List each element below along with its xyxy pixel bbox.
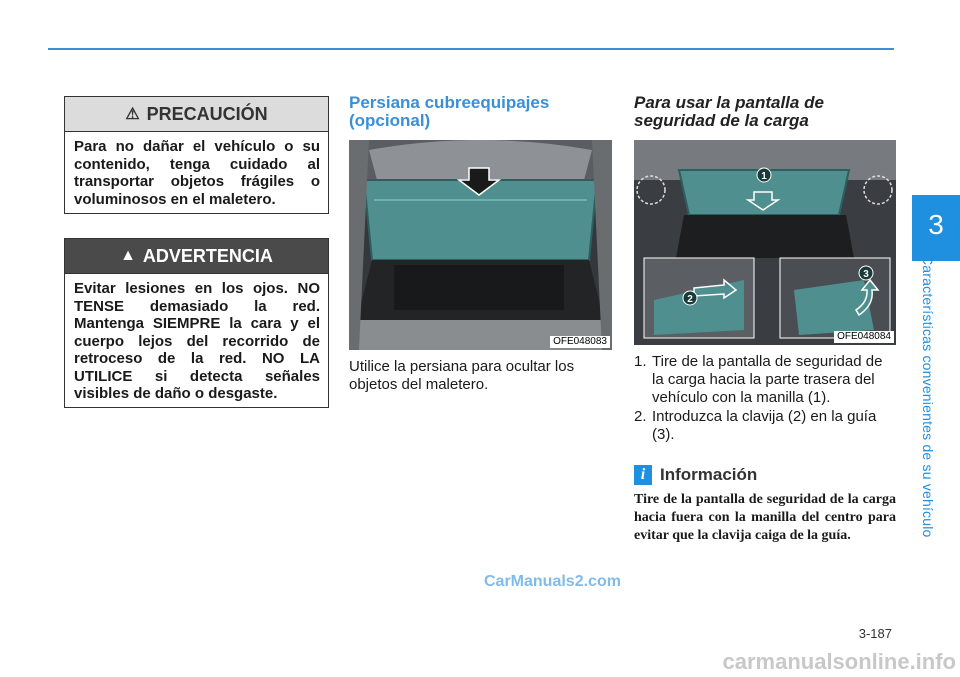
caution-heading: PRECAUCIÓN (146, 103, 268, 124)
information-heading: Información (660, 465, 758, 484)
watermark-carmanuals2: CarManuals2.com (484, 573, 621, 590)
chapter-title: Características convenientes de su vehículo (920, 255, 936, 538)
cargo-cover-illustration (349, 140, 612, 350)
watermark-carmanualsonline: carmanualsonline.info (722, 649, 956, 674)
callout-1: 1 (761, 171, 767, 182)
section1-title: Persiana cubreequipajes (opcional) (349, 93, 550, 130)
page-number: 3-187 (858, 626, 892, 641)
warning-text: Evitar lesiones en los ojos. NO TENSE demasiado la red. Mantenga SIEMPRE la cara y el cuerpo lejos del recorrido de retroceso de la red. NO LA UTILICE si detecta señales visibles de daño o desgaste. (74, 280, 320, 402)
cargo-cover-photo (349, 140, 612, 350)
warning-heading: ADVERTENCIA (142, 245, 273, 266)
step-1-number: 1. (634, 353, 647, 370)
image-code-2: OFE048084 (834, 331, 894, 343)
security-screen-photo (634, 140, 896, 345)
callout-2: 2 (687, 294, 693, 305)
warning-box (64, 238, 329, 408)
warning-outline-icon: ⚠ (125, 106, 140, 123)
image-code-1: OFE048083 (550, 336, 610, 348)
caution-box (64, 96, 329, 214)
step-1-text: Tire de la pantalla de seguridad de la carga hacia la parte trasera del vehículo con la manilla (1). (652, 353, 883, 406)
chapter-number: 3 (928, 209, 944, 240)
chapter-tab (912, 195, 960, 261)
step-1 (634, 353, 896, 407)
security-screen-illustration (634, 140, 896, 345)
information-heading-row (634, 465, 757, 485)
warning-filled-icon: ▲ (120, 247, 136, 264)
section2-title: Para usar la pantalla de seguridad de la carga (634, 93, 824, 130)
callout-3: 3 (863, 269, 869, 280)
information-text: Tire de la pantalla de seguridad de la carga hacia fuera con la manilla del centro para evitar que la clavija caiga de la guía. (634, 492, 896, 543)
info-icon: i (634, 465, 652, 485)
section1-body: Utilice la persiana para ocultar los objetos del maletero. (349, 358, 575, 393)
warning-header (65, 239, 328, 274)
header-rule (48, 48, 894, 50)
step-2-number: 2. (634, 408, 647, 425)
caution-header (65, 97, 328, 132)
caution-text: Para no dañar el vehículo o su contenido, tenga cuidado al transportar objetos frágiles o voluminosos en el maletero. (74, 138, 320, 208)
step-2-text: Introduzca la clavija (2) en la guía (3). (652, 408, 877, 443)
step-2 (634, 408, 896, 444)
